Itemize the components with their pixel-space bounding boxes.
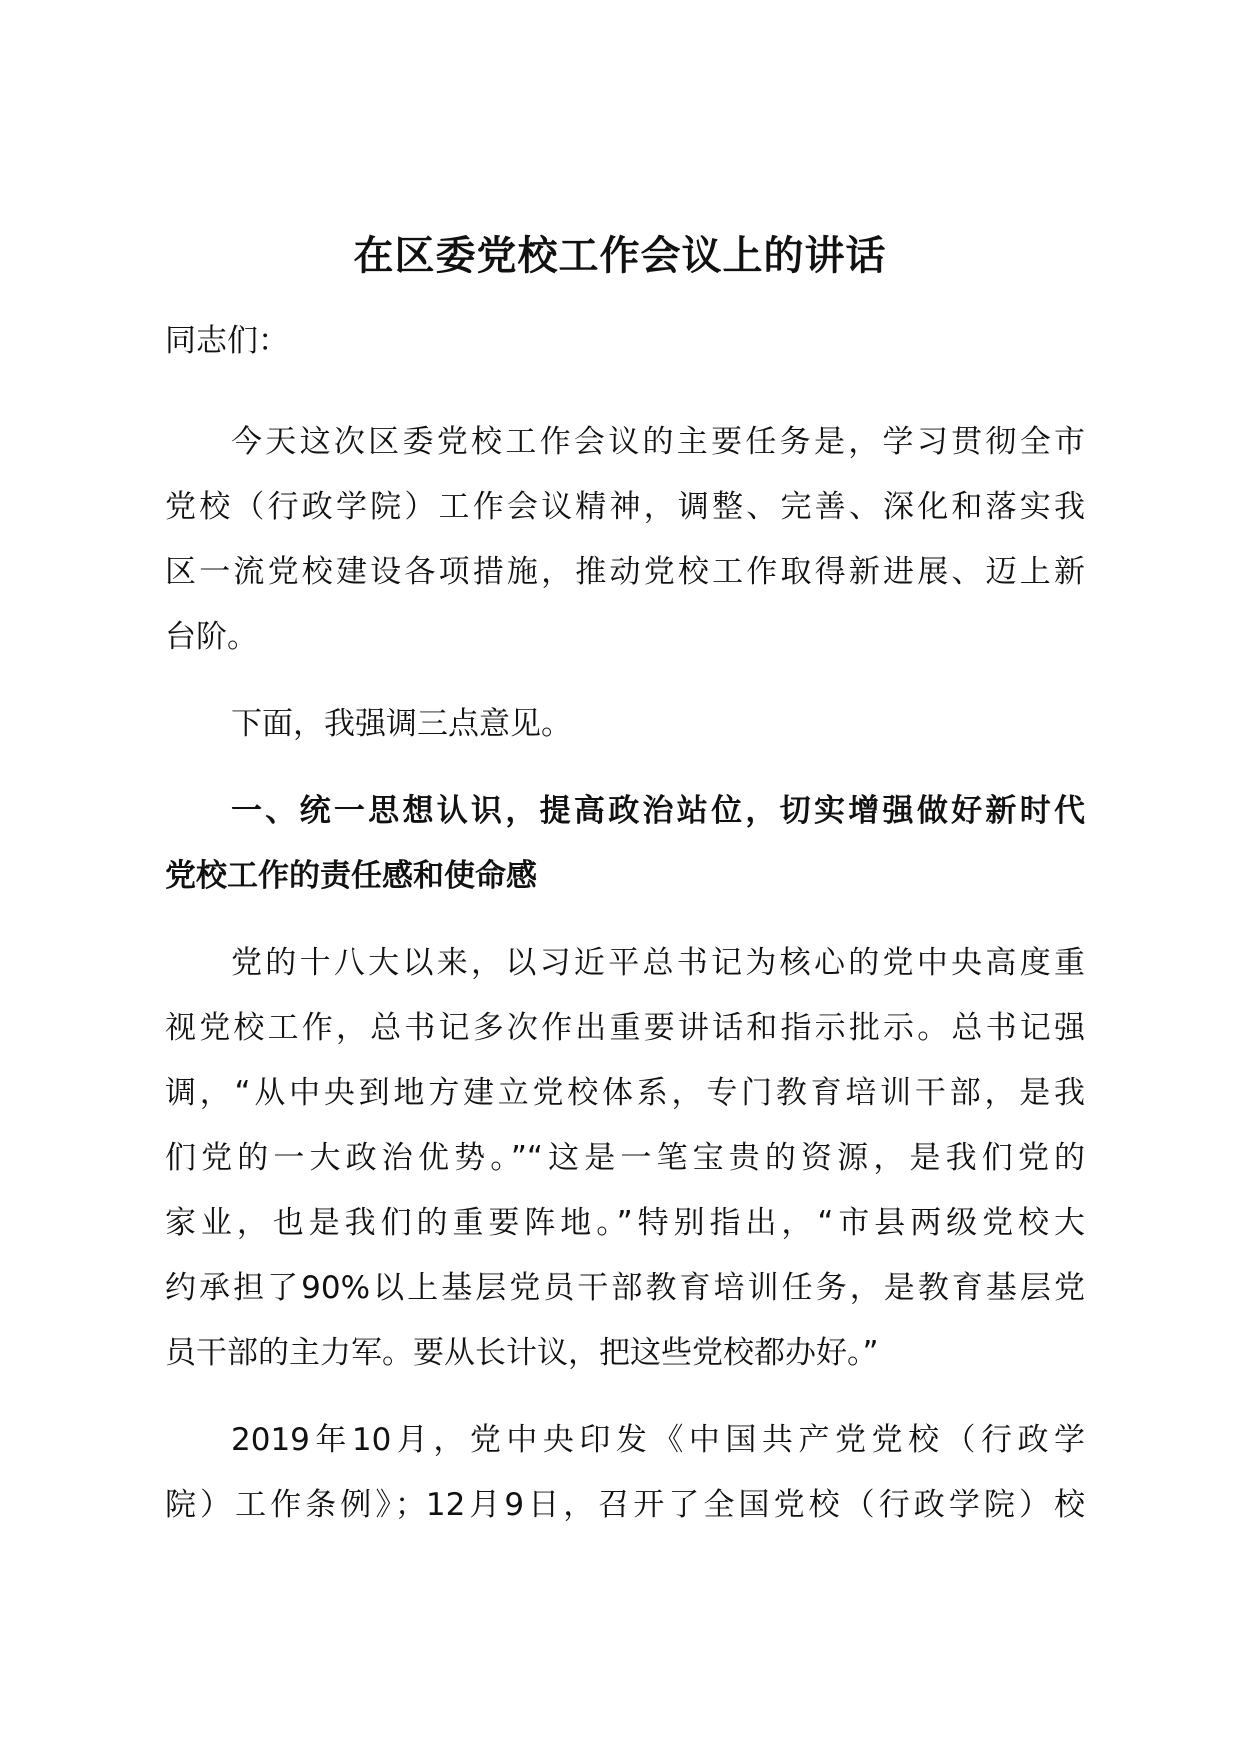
paragraph-line: 员干部的主力军。要从长计议，把这些党校都办好。” [165,1335,879,1371]
paragraph-line: 约承担了90%以上基层党员干部教育培训任务，是教育基层党 [165,1270,1085,1306]
salutation: 同志们： [165,323,289,359]
paragraph-line: 区一流党校建设各项措施，推动党校工作取得新进展、迈上新 [165,554,1085,590]
paragraph-line: 家业，也是我们的重要阵地。”特别指出，“市县两级党校大 [165,1205,1085,1241]
paragraph-line: 2019年10月，党中央印发《中国共产党党校（行政学 [231,1422,1085,1458]
paragraph-line: 党的十八大以来，以习近平总书记为核心的党中央高度重 [231,945,1085,981]
document-title: 在区委党校工作会议上的讲话 [353,233,887,279]
paragraph-points [165,692,1085,757]
paragraph-line: 今天这次区委党校工作会议的主要任务是，学习贯彻全市 [231,424,1085,460]
document-body [165,316,1085,1560]
paragraph-line: 台阶。 [165,619,258,655]
paragraph-line: 院）工作条例》；12月9日，召开了全国党校（行政学院）校 [165,1487,1085,1523]
paragraph-line: 下面，我强调三点意见。 [231,706,572,742]
paragraph-eighteenth-congress [165,931,1085,1386]
heading-line: 一、统一思想认识，提高政治站位，切实增强做好新时代 [231,793,1085,829]
paragraph-line: 调，“从中央到地方建立党校体系，专门教育培训干部，是我 [165,1075,1085,1111]
paragraph-line: 们党的一大政治优势。”“这是一笔宝贵的资源，是我们党的 [165,1140,1085,1176]
paragraph-intro [165,410,1085,670]
heading-line: 党校工作的责任感和使命感 [165,858,537,894]
section-heading-1 [165,779,1085,909]
paragraph-line: 视党校工作，总书记多次作出重要讲话和指示批示。总书记强 [165,1010,1085,1046]
paragraph-2019 [165,1408,1085,1538]
paragraph-line: 党校（行政学院）工作会议精神，调整、完善、深化和落实我 [165,489,1085,525]
